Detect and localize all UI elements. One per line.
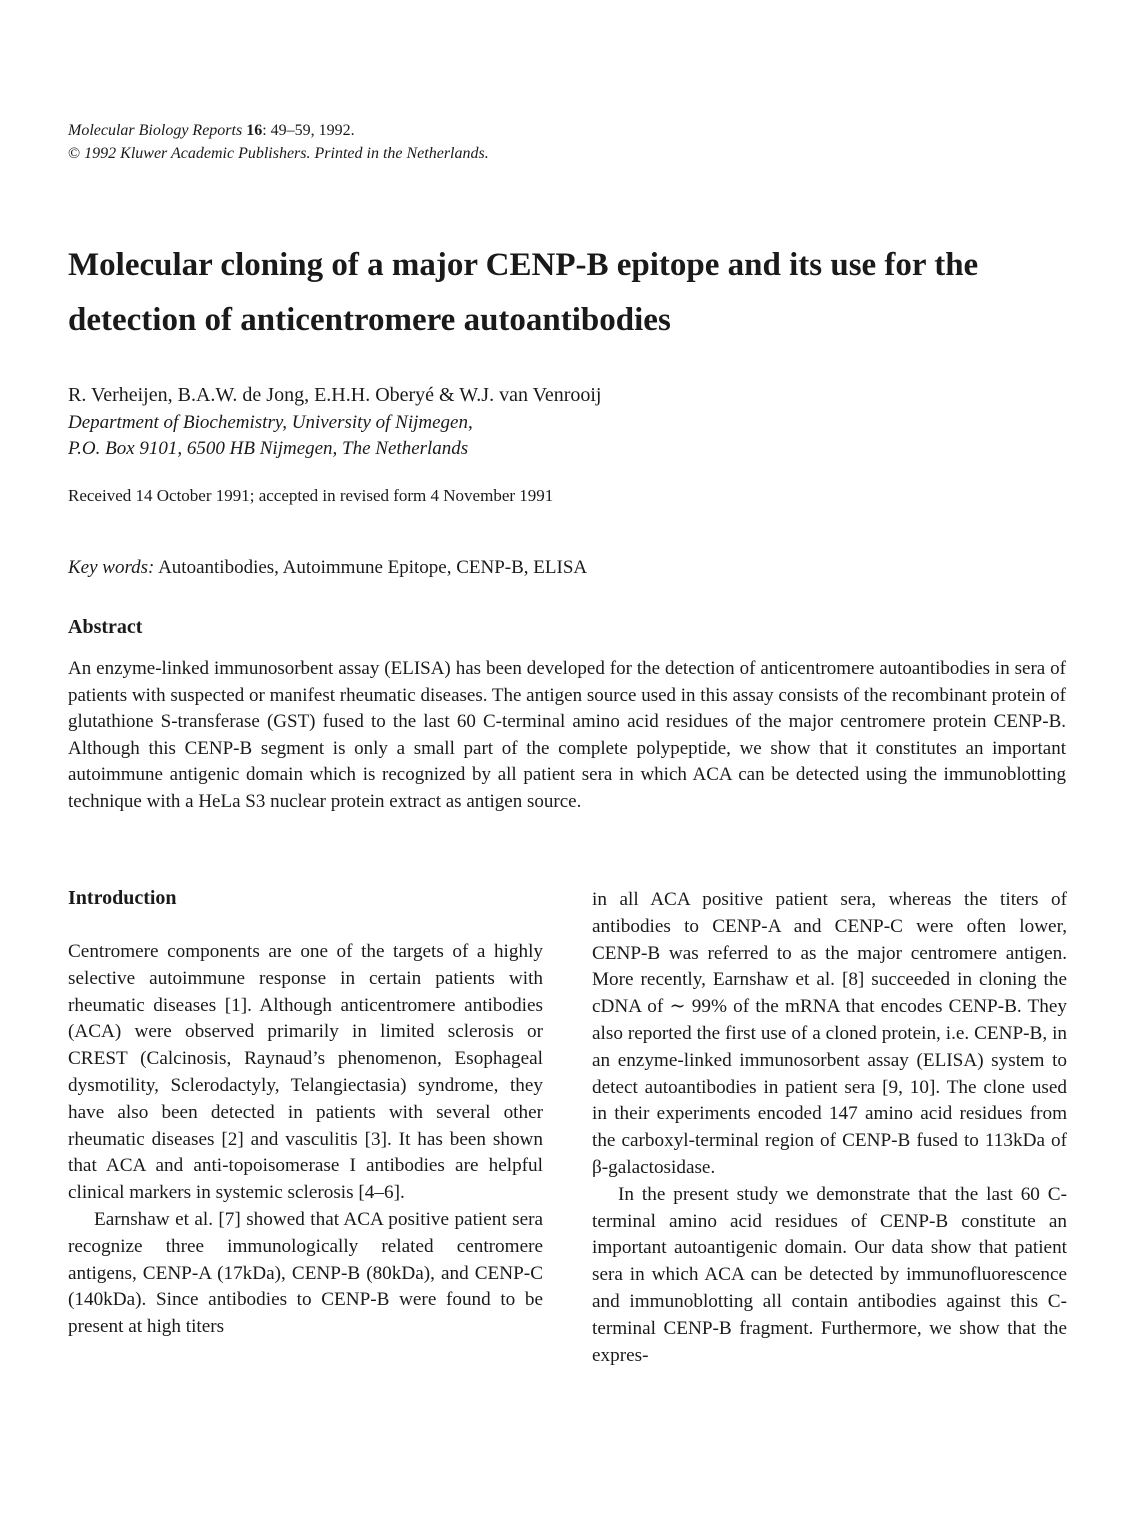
article-title: Molecular cloning of a major CENP-B epitope and its use for the detection of anticentromere autoantibodies xyxy=(68,247,979,338)
journal-pages-year: : 49–59, 1992. xyxy=(262,122,355,139)
received-dates: Received 14 October 1991; accepted in revised form 4 November 1991 xyxy=(68,486,554,505)
keywords-list: Autoantibodies, Autoimmune Epitope, CENP-B, ELISA xyxy=(158,557,588,578)
paragraph: Earnshaw et al. [7] showed that ACA positive patient sera recognize three immunologically related centromere antigens, CENP-A (17kDa), CENP-B (80kDa), and CENP-C (140kDa). Since antibodies to CENP-B were found to be present at high titers xyxy=(68,1208,543,1338)
journal-citation xyxy=(68,119,489,142)
left-column xyxy=(68,939,543,1341)
affiliation xyxy=(68,410,473,462)
copyright-line xyxy=(68,142,489,165)
keywords-label: Key words: xyxy=(68,557,155,578)
author-list: R. Verheijen, B.A.W. de Jong, E.H.H. Oberyé & W.J. van Venrooij xyxy=(68,384,602,406)
copyright-text: 1992 Kluwer Academic Publishers. Printed in the Netherlands. xyxy=(84,145,489,162)
affiliation-line: P.O. Box 9101, 6500 HB Nijmegen, The Netherlands xyxy=(68,438,469,459)
paragraph: in all ACA positive patient sera, whereas the titers of antibodies to CENP-A and CENP-C were often lower, CENP-B was referred to as the major centromere antigen. More recently, Earnshaw et al. [8] succeeded in cloning the cDNA of ∼ 99% of the mRNA that encodes CENP-B. They also reported the first use of a cloned protein, i.e. CENP-B, in an enzyme-linked immunosorbent assay (ELISA) system to detect autoantibodies in patient sera [9, 10]. The clone used in their experiments encoded 147 amino acid residues from the carboxyl-terminal region of CENP-B fused to 113kDa of β-galactosidase. xyxy=(592,889,1067,1178)
paragraph: Centromere components are one of the targets of a highly selective autoimmune response in certain patients with rheumatic diseases [1]. Although anticentromere antibodies (ACA) were observed primarily in limited sclerosis or CREST (Calcinosis, Raynaud’s phenomenon, Esophageal dysmotility, Sclerodactyly, Telangiectasia) syndrome, they have also been detected in patients with several other rheumatic diseases [2] and vasculitis [3]. It has been shown that ACA and anti-topoisomerase I antibodies are helpful clinical markers in systemic sclerosis [4–6]. xyxy=(68,941,543,1204)
abstract-heading: Abstract xyxy=(68,616,143,638)
affiliation-line: Department of Biochemistry, University of Nijmegen, xyxy=(68,412,473,433)
journal-volume: 16 xyxy=(246,122,263,139)
paragraph: In the present study we demonstrate that the last 60 C-terminal amino acid residues of CENP-B constitute an important autoantigenic domain. Our data show that patient sera in which ACA can be detected by immunofluorescence and immunoblotting all contain antibodies against this C-terminal CENP-B fragment. Furthermore, we show that the expres- xyxy=(592,1183,1067,1366)
abstract-text: An enzyme-linked immunosorbent assay (ELISA) has been developed for the detection of anticentromere autoantibodies in sera of patients with suspected or manifest rheumatic diseases. The antigen source used in this assay consists of the recombinant protein of glutathione S-transferase (GST) fused to the last 60 C-terminal amino acid residues of the major centromere protein CENP-B. Although this CENP-B segment is only a small part of the complete polypeptide, we show that it constitutes an important autoimmune antigenic domain which is recognized by all patient sera in which ACA can be detected using the immunoblotting technique with a HeLa S3 nuclear protein extract as antigen source. xyxy=(68,658,1066,812)
right-column xyxy=(592,887,1067,1369)
journal-header xyxy=(68,119,489,165)
copyright-symbol: © xyxy=(68,145,81,162)
keywords xyxy=(68,556,587,580)
journal-name: Molecular Biology Reports xyxy=(68,122,243,139)
introduction-heading: Introduction xyxy=(68,887,177,909)
